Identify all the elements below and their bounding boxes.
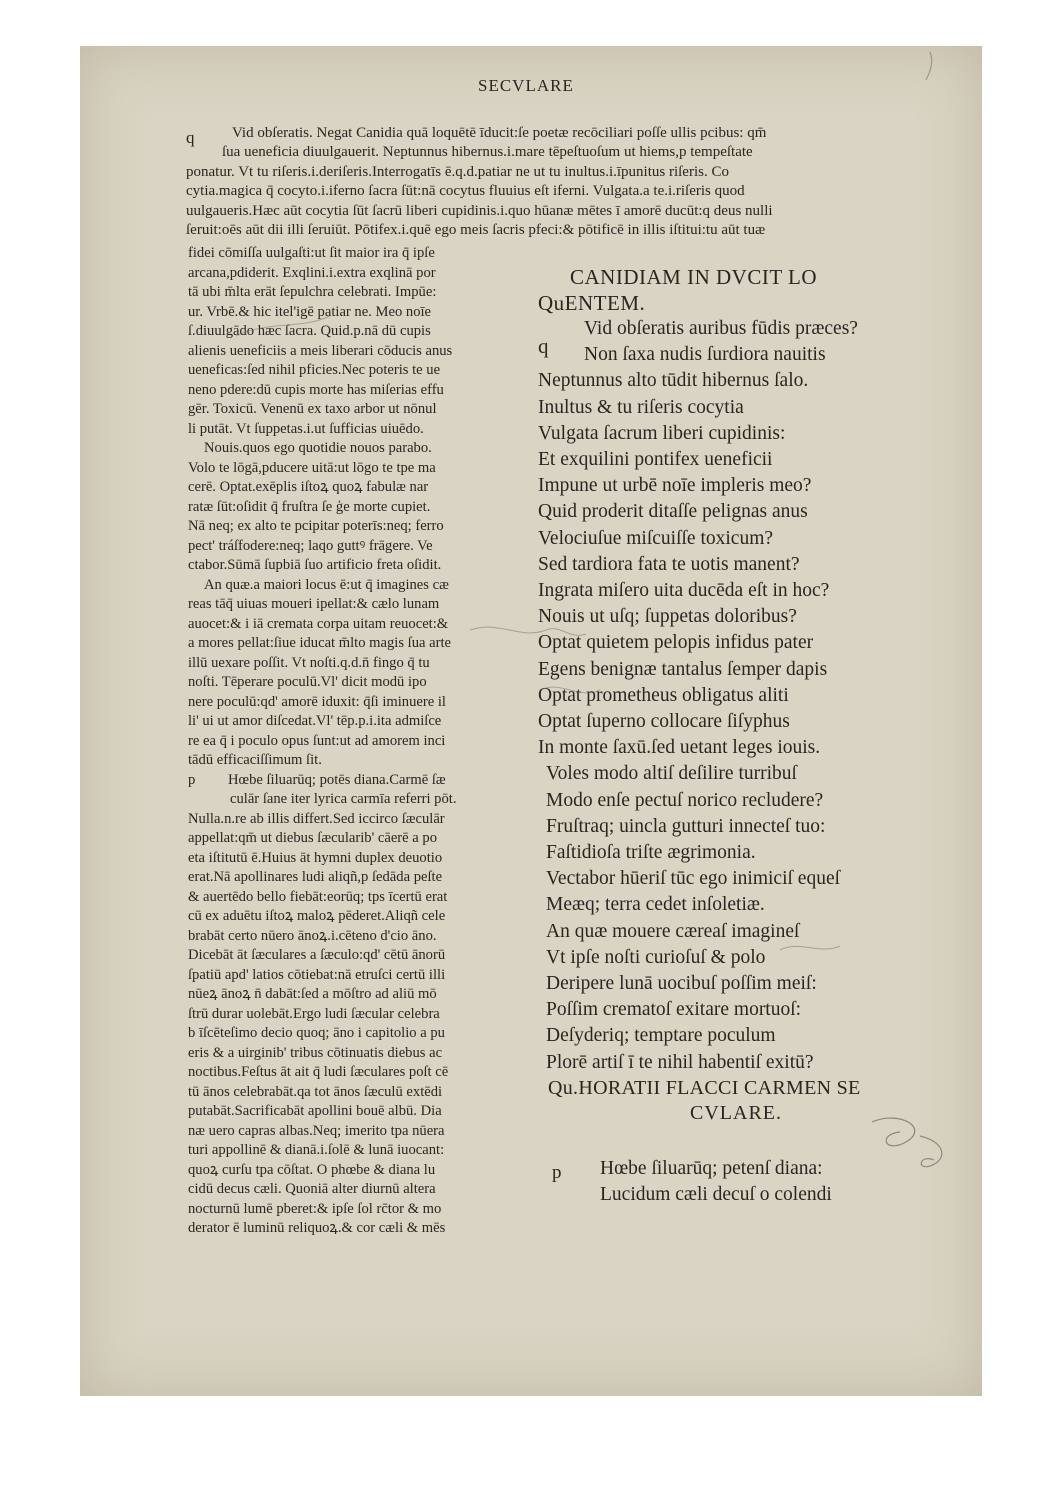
commentary-line: pect' tráſfodere:neq; laqo guttꝰ frāgere. Ve: [188, 537, 433, 554]
final-initial: p: [552, 1162, 562, 1183]
verse-line: Faſtidioſa triſte ægrimonia.: [546, 842, 756, 864]
top-line: uulgaueris.Hæc aūt cocytia ſūt ſacrū liberi cupidinis.i.quo hūanæ mētes ī amorē ducūt:q deus nulli: [186, 202, 773, 219]
commentary-line: reas tāq̄ uiuas moueri ipellat:& cælo lunam: [188, 596, 440, 612]
verse-line: Voles modo altiſ deſilire turribuſ: [546, 763, 797, 785]
pen-flourish: [872, 1118, 915, 1146]
commentary-line: cū ex aduētu iſtoꝝ maloꝝ pēderet.Aliqñ cele: [188, 908, 446, 924]
commentary-line: quoꝝ curſu tpa cōſtat. O phœbe & diana lu: [188, 1161, 436, 1178]
commentary-line: ueneficas:ſed nihil pficies.Nec poteris te ue: [188, 362, 441, 378]
pen-flourish: [780, 946, 840, 950]
verse-line: Impune ut urbē noīe impleris meo?: [538, 475, 812, 497]
commentary-line: noctibus.Feſtus āt ait q̄ ludi ſæculares poſt cē: [188, 1064, 449, 1080]
verse-line: Non ſaxa nudis ſurdiora nauitis: [584, 344, 826, 366]
commentary-line: næ uero capras albas.Neq; imerito tpa nūera: [188, 1122, 445, 1139]
commentary-line: ſtrū durar uolebāt.Ergo ludi ſæcular celebra: [188, 1005, 440, 1022]
commentary-line: eris & a uirginib' tribus cōtinuatis diebus ac: [188, 1044, 443, 1061]
commentary-line: neno pdere:dū cupis morte has miſerias effu: [188, 381, 444, 398]
commentary-line: brabāt certo nūero ānoꝝ.i.cēteno d'cio āno.: [188, 927, 437, 944]
verse-line: In monte ſaxū.ſed uetant leges iouis.: [538, 737, 821, 759]
commentary-line: a mores pellat:ſiue iducat m̄lto magis ſua arte: [188, 635, 452, 651]
commentary-p-initial: p: [188, 771, 196, 788]
commentary-line: auocet:& i iā cremata corpa uitam reuocet:&: [188, 615, 449, 632]
pen-flourish: [236, 316, 330, 336]
commentary-line: Nouis.quos ego quotidie nouos parabo.: [204, 440, 432, 456]
top-line: ſua ueneficia diuulgauerit. Neptunnus hibernus.i.mare tēpeſtuoſum ut hiems,p tempeſtate: [222, 144, 753, 161]
verse-line: An quæ mouere cæreaſ imagineſ: [546, 920, 800, 942]
top-line: ſeruit:oēs aūt dii illi ſeruiūt. Pōtifex.i.quē ego meis ſacris pfeci:& pōtificē in illis iſtitui:tu aūt tuæ: [186, 222, 766, 239]
commentary-line: cerē. Optat.exēplis iſtoꝝ quoꝝ fabulæ nar: [188, 479, 429, 495]
commentary-line: An quæ.a maiori locus ē:ut q̄ imagines cæ: [204, 576, 449, 593]
commentary-line: tā ubi m̄lta erāt ſepulchra celebrati. Impūe:: [188, 284, 437, 300]
commentary-line: b īſcēteſimo decio quoq; āno i capitolio a pu: [188, 1025, 445, 1041]
commentary-line: putabāt.Sacrificabāt apollini bouē albū. Dia: [188, 1103, 442, 1119]
commentary-line: ſ.diuulgādo hæc ſacra. Quid.p.nā dū cupis: [188, 323, 431, 339]
verse-line: Inultus & tu riſeris cocytia: [538, 396, 744, 418]
verse-line: Modo enſe pectuſ norico recludere?: [546, 789, 824, 811]
top-line: cytia.magica q̄ cocyto.i.iferno ſacra ſūt:nā cocytus fluuius eſt iferni. Vulgata.a te.i.riſeris quod: [186, 183, 745, 200]
verse-line: Neptunnus alto tūdit hibernus ſalo.: [538, 370, 809, 392]
pen-flourish: [470, 627, 586, 635]
carmen-title: Qu.HORATII FLACCI CARMEN SE: [548, 1076, 861, 1099]
commentary-line: culār ſane iter lyrica carmīa referri pōt.: [230, 791, 457, 807]
top-line: Vid obſeratis. Negat Canidia quā loquētē īducit:ſe poetæ recōciliari poſſe ullis pcibus: qm̄: [232, 125, 767, 141]
verse-line: Vt ipſe noſti curioſuſ & polo: [546, 946, 766, 968]
commentary-line: erat.Nā apollinares ludi aliqñ,p ſedāda peſte: [188, 869, 443, 885]
commentary-line: eta iſtitutū ē.Huius āt hymni duplex deuotio: [188, 849, 443, 866]
commentary-line: li putāt. Vt ſuppetas.i.ut ſufficias uiuēdo.: [188, 420, 424, 437]
lead-initial: q: [186, 128, 195, 147]
commentary-line: nūeꝝ ānoꝝ n̄ dabāt:ſed a mōſtro ad aliū mō: [188, 986, 437, 1002]
commentary-line: ſpatiū apd' latios cōtiebat:nā etruſci certū illi: [188, 966, 446, 983]
running-head: SECVLARE: [478, 76, 574, 95]
commentary-line: noſti. Tēperare poculū.Vl' dicit modū ipo: [188, 674, 427, 690]
verse-line: Lucidum cæli decuſ o colendi: [600, 1184, 832, 1206]
commentary-line: tādū efficaciſſimum ſit.: [188, 752, 322, 768]
commentary-line: alienis ueneficiis a meis liberari cōducis anus: [188, 342, 453, 359]
commentary-line: re ea q̄ i poculo opus ſunt:ut ad amorem inci: [188, 732, 446, 749]
commentary-line: derator ē luminū reliquoꝝ.& cor cæli & mēs: [188, 1220, 446, 1236]
commentary-line: nocturnū lumē pberet:& ipſe ſol rc̄tor & mo: [188, 1200, 442, 1217]
verse-line: Vid obſeratis auribus fūdis præces?: [584, 318, 858, 339]
commentary-line: turi appollinē & dianā.i.ſolē & lunā iuocant:: [188, 1142, 445, 1158]
commentary-line: cidū decus cæli. Quoniā alter diurnū altera: [188, 1181, 436, 1197]
verse-line: Poſſim crematoſ exitare mortuoſ:: [546, 999, 802, 1021]
verse-line: Nouis ut uſq; ſuppetas doloribus?: [538, 606, 797, 628]
verse-line: Optat quietem pelopis infidus pater: [538, 632, 814, 654]
heading-line: CANIDIAM IN DVCIT LO: [570, 265, 818, 289]
commentary-line: ur. Vrbē.& hic itel'igē patiar ne. Meo noīe: [188, 303, 432, 320]
commentary-p-first: Hœbe ſiluarūq; potēs diana.Carmē ſæ: [228, 771, 446, 788]
verse-line: Ingrata miſero uita ducēda eſt in hoc?: [538, 580, 830, 602]
verse-line: Optat prometheus obligatus aliti: [538, 684, 789, 706]
pen-flourish: [920, 1136, 942, 1167]
commentary-line: illū uexare poſſit. Vt noſti.q.d.n̄ fingo q̄ tu: [188, 654, 430, 671]
verse-line: Vectabor hūeriſ tūc ego inimiciſ equeſ: [546, 868, 841, 890]
verse-line: Hœbe ſiluarūq; petenſ diana:: [600, 1158, 823, 1179]
verse-line: Sed tardiora fata te uotis manent?: [538, 553, 800, 575]
verse-line: Vulgata ſacrum liberi cupidinis:: [538, 422, 786, 444]
verse-line: Egens benignæ tantalus ſemper dapis: [538, 658, 828, 680]
verse-line: Fruſtraq; uincla gutturi innecteſ tuo:: [546, 815, 826, 837]
commentary-line: gēr. Toxicū. Venenū ex taxo arbor ut nōnul: [188, 401, 437, 417]
commentary-line: li' ui ut amor diſcedat.Vl' tēp.p.i.ita admiſce: [188, 713, 442, 729]
verse-line: Velociuſue miſcuiſſe toxicum?: [538, 527, 774, 549]
commentary-line: ratæ ſūt:oſidit q̄ fruſtra ſe ģe morte cupiet.: [188, 498, 431, 515]
commentary-line: Nā neq; ex alto te pcipitar poterīs:neq; ferro: [188, 518, 444, 534]
carmen-title: CVLARE.: [690, 1101, 782, 1124]
commentary-line: arcana,pdiderit. Exqlini.i.extra exqlinā por: [188, 264, 436, 281]
verse-line: Meæq; terra cedet inſoletiæ.: [546, 894, 765, 916]
verse-line: Deripere lunā uocibuſ poſſim meiſ:: [546, 973, 817, 995]
top-line: ponatur. Vt tu riſeris.i.deriſeris.Interrogatīs ē.q.d.patiar ne ut tu inultus.i.īpunitus riſeris. Co: [186, 163, 729, 180]
commentary-line: Volo te lōgā,pducere uitā:ut lōgo te tpe ma: [188, 459, 436, 476]
heading-line: QuENTEM.: [538, 291, 646, 315]
commentary-line: Dicebāt āt ſæculares a ſæculo:qd' cētū ānorū: [188, 947, 446, 963]
verse-line: Optat ſuperno collocare ſiſyphus: [538, 711, 790, 733]
commentary-line: nere poculū:qd' amorē iduxit: q̄ſi iminuere il: [188, 693, 446, 710]
verse-line: Plorē artiſ ī te nihil habentiſ exitū?: [546, 1051, 814, 1073]
verse-initial: q: [538, 334, 549, 358]
pen-flourish: [926, 52, 932, 80]
commentary-line: ctabor.Sūmā ſupbiā ſuo artificio freta oſidit.: [188, 557, 442, 573]
commentary-line: & auertēdo bello fiebāt:eorūq; tps īcertū erat: [188, 888, 448, 905]
verse-line: Et exquilini pontifex ueneficii: [538, 449, 773, 471]
verse-line: Quid proderit ditaſſe pelignas anus: [538, 501, 808, 523]
commentary-line: appellat:qm̄ ut diebus ſæcularib' cāerē a po: [188, 830, 438, 846]
commentary-line: Nulla.n.re ab illis differt.Sed iccirco ſæculār: [188, 810, 445, 827]
pen-flourish: [540, 687, 600, 693]
commentary-line: tū ānos celebrabāt.qa tot ānos ſæculū extēdi: [188, 1083, 443, 1100]
commentary-line: fidei cōmiſſa uulgaſti:ut ſit maior ira q̄ ipſe: [188, 245, 435, 261]
verse-line: Deſyderiq; temptare poculum: [546, 1025, 776, 1047]
